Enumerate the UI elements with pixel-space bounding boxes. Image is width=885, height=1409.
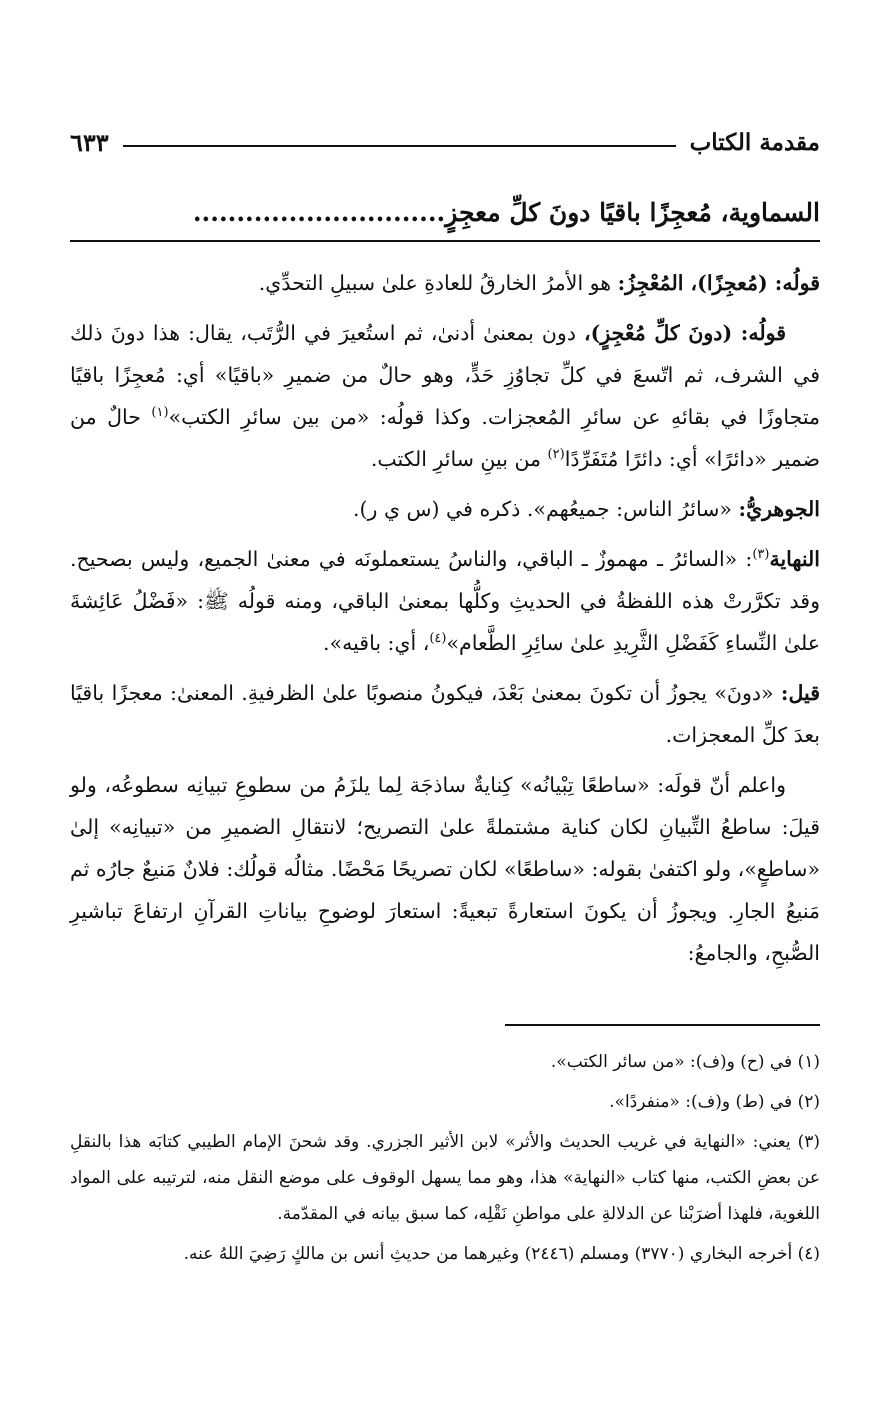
page-number: ٦٣٣: [70, 127, 109, 157]
paragraph-text: «سائرُ الناس: جميعُهم». ذكره في (س ي ر).: [353, 497, 739, 521]
paragraph-2: [70, 312, 820, 480]
footnote-separator: [505, 1024, 820, 1026]
footnote-ref: (٣): [752, 547, 770, 563]
page-header: [70, 122, 820, 162]
paragraph-lead: قولُه: (دونَ كلِّ مُعْجِزٍ)،: [584, 321, 786, 345]
commented-text-lemma: السماوية، مُعجِزًا باقيًا دونَ كلِّ معجِزٍ.............................: [192, 198, 820, 227]
header-rule: [123, 145, 676, 147]
paragraph-text: «دونَ» يجوزُ أن تكونَ بمعنىٰ بَعْدَ، فيكونُ منصوبًا علىٰ الظرفيةِ. المعنىٰ: معجزًا باقيًا بعدَ كلِّ المعجزات.: [70, 681, 820, 747]
paragraph-lead: واعلم أنّ قولَه:: [657, 773, 786, 797]
footnote-ref: (١): [151, 405, 169, 421]
paragraph-text: دون بمعنىٰ أدنىٰ، ثم استُعيرَ في الرُّتَب، يقال: هذا دونَ ذلك في الشرف، ثم اتّسعَ في كلِّ تجاوُزِ حَدٍّ، وهو حالٌ من ضميرِ «باقيًا» أي: مُعجِزًا باقيًا متجاوزًا في بقائهِ عن سائرِ المُعجزات. وكذا قولُه: «من بين سائرِ الكتب»: [70, 321, 821, 429]
paragraph-text: «ساطعًا تِبْيانُه» كِنايةٌ ساذجَة لِما يلزَمُ من سطوعِ تبيانِه سطوعُه، ولو قيلَ: ساطعُ التِّبيانِ لكان كناية مشتملةً علىٰ التصريح؛ لانتقالِ الضميرِ من «تبيانِه» إلىٰ «ساطعٍ»، ولو اكتفىٰ بقوله: «ساطعًا» لكان تصريحًا مَحْضًا. مثالُه قولُك: فلانٌ مَنيعٌ جارُه ثم مَنيعُ الجارِ. ويجوزُ أن يكونَ استعارةً تبعيةً: استعارَ لوضوحِ بياناتِ القرآنِ ارتفاعَ تباشيرِ الصُّبحِ، والجامعُ:: [70, 773, 820, 965]
footnotes: [70, 1044, 820, 1276]
footnote-3: (٣) يعني: «النهاية في غريب الحديث والأثر» لابن الأثير الجزري. وقد شحنَ الإمام الطيبي كتابَه هذا بالنقلِ عن بعضِ الكتب، منها كتاب «النهاية» هذا، وهو مما يسهل الوقوف على موضع النقل منه، لترتيبه على المواد اللغوية، فلهذا أضرَبْنا عن الدلالةِ على مواطنِ نَقْلِه، كما سبق بيانه في المقدّمة.: [70, 1132, 820, 1224]
paragraph-text: : «السائرُ ـ مهموزٌ ـ الباقي، والناسُ يستعملونَه في معنىٰ الجميع، وليس بصحيح. وقد تكرَّرتْ هذه اللفظةُ في الحديثِ وكلُّها بمعنىٰ الباقي، ومنه قولُه ﷺ: «فَضْلُ عَائِشةَ علىٰ النِّساءِ كَفَضْلِ الثَّرِيدِ علىٰ سائِرِ الطَّعام»: [70, 547, 820, 655]
paragraph-text: حالٌ من ضمير «دائرًا» أي: دائرًا مُتَفَرِّدًا: [70, 405, 820, 471]
paragraph-1: [70, 262, 820, 304]
paragraph-5: [70, 672, 820, 756]
footnote-2: (٢) في (ط) و(ف): «منفردًا».: [609, 1092, 820, 1112]
paragraph-lead: الجوهريُّ:: [738, 497, 820, 521]
paragraph-4: [70, 538, 820, 664]
paragraph-3: [70, 488, 820, 530]
running-title: مقدمة الكتاب: [689, 128, 820, 156]
footnote-ref: (٤): [429, 631, 447, 647]
lemma-divider: [70, 240, 820, 242]
paragraph-lead: قولُه: (مُعجِزًا)، المُعْجِزُ:: [617, 271, 820, 295]
footnote-1: (١) في (ح) و(ف): «من سائر الكتب».: [550, 1052, 820, 1072]
paragraph-lead: النهاية: [769, 547, 820, 571]
commentary-body: [70, 262, 820, 982]
paragraph-text: هو الأمرُ الخارقُ للعادةِ علىٰ سبيلِ التحدِّي.: [258, 271, 618, 295]
paragraph-text: ، أي: باقيه».: [323, 631, 430, 655]
paragraph-6: [70, 764, 820, 974]
paragraph-text: من بينِ سائرِ الكتب.: [370, 447, 548, 471]
footnote-4: (٤) أخرجه البخاري (٣٧٧٠) ومسلم (٢٤٤٦) وغيرهما من حديثِ أنس بن مالكٍ رَضِيَ اللهُ عنه.: [183, 1244, 820, 1264]
paragraph-lead: قيل:: [780, 681, 820, 705]
footnote-ref: (٢): [547, 447, 565, 463]
